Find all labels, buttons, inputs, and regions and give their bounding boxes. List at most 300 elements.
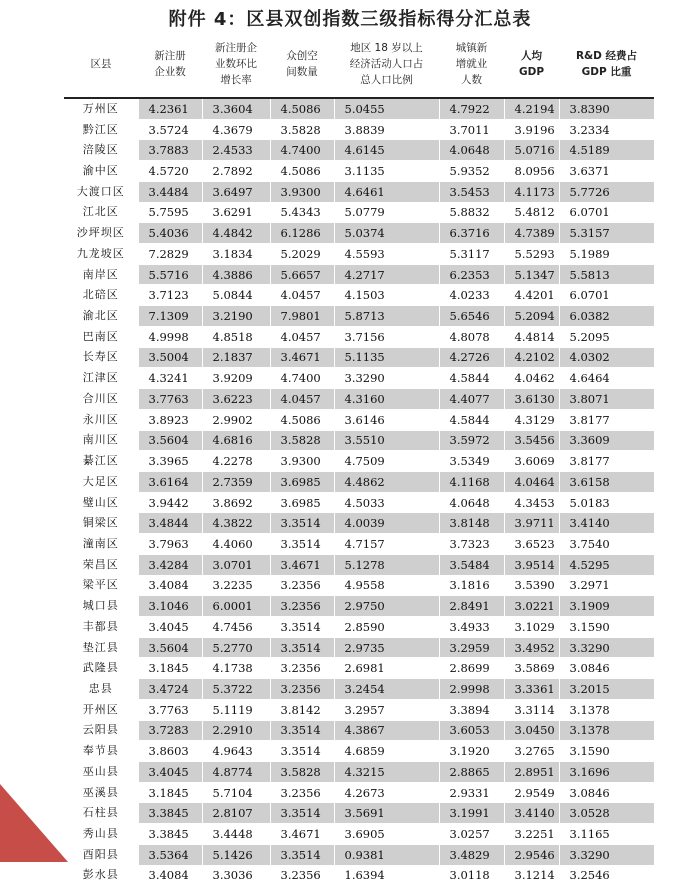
- table-row: [64, 430, 654, 451]
- table-row: [64, 181, 654, 202]
- cell-new-employment: 2.9331: [439, 782, 504, 803]
- cell-region: 开州区: [64, 699, 138, 720]
- table-row: [64, 616, 654, 637]
- cell-growth-rate: 5.0844: [202, 285, 270, 306]
- cell-new-enterprises: 7.1309: [138, 306, 202, 327]
- cell-rd-ratio: 3.1590: [559, 741, 654, 762]
- cell-population-ratio: 4.9558: [334, 575, 439, 596]
- cell-new-employment: 4.2726: [439, 347, 504, 368]
- cell-new-enterprises: 3.7763: [138, 389, 202, 410]
- cell-maker-spaces: 3.3514: [270, 720, 334, 741]
- cell-region: 合川区: [64, 389, 138, 410]
- cell-new-enterprises: 3.8603: [138, 741, 202, 762]
- table-row: [64, 409, 654, 430]
- cell-maker-spaces: 4.7400: [270, 368, 334, 389]
- cell-rd-ratio: 3.3290: [559, 637, 654, 658]
- cell-rd-ratio: 3.2546: [559, 865, 654, 886]
- cell-population-ratio: 1.6394: [334, 865, 439, 886]
- cell-population-ratio: 3.1135: [334, 161, 439, 182]
- header-region: 区县: [64, 31, 138, 98]
- cell-growth-rate: 4.3822: [202, 513, 270, 534]
- cell-rd-ratio: 4.6464: [559, 368, 654, 389]
- cell-maker-spaces: 7.9801: [270, 306, 334, 327]
- cell-region: 巫溪县: [64, 782, 138, 803]
- cell-growth-rate: 4.9643: [202, 741, 270, 762]
- cell-new-enterprises: 3.1845: [138, 782, 202, 803]
- cell-rd-ratio: 3.8177: [559, 409, 654, 430]
- cell-region: 荣昌区: [64, 554, 138, 575]
- cell-new-employment: 3.7323: [439, 534, 504, 555]
- cell-region: 江津区: [64, 368, 138, 389]
- cell-growth-rate: 2.9902: [202, 409, 270, 430]
- cell-new-employment: 3.6053: [439, 720, 504, 741]
- cell-maker-spaces: 3.5828: [270, 762, 334, 783]
- cell-new-enterprises: 3.8923: [138, 409, 202, 430]
- cell-population-ratio: 4.7157: [334, 534, 439, 555]
- cell-region: 涪陵区: [64, 140, 138, 161]
- cell-maker-spaces: 3.3514: [270, 616, 334, 637]
- cell-maker-spaces: 3.5828: [270, 119, 334, 140]
- cell-gdp-per-capita: 3.4952: [504, 637, 559, 658]
- cell-new-enterprises: 3.3845: [138, 824, 202, 845]
- cell-rd-ratio: 3.1378: [559, 699, 654, 720]
- cell-gdp-per-capita: 2.9546: [504, 844, 559, 865]
- table-row: [64, 865, 654, 886]
- cell-new-enterprises: 5.7595: [138, 202, 202, 223]
- cell-population-ratio: 4.2673: [334, 782, 439, 803]
- cell-region: 秀山县: [64, 824, 138, 845]
- cell-growth-rate: 3.2190: [202, 306, 270, 327]
- cell-maker-spaces: 3.8142: [270, 699, 334, 720]
- cell-new-enterprises: 4.3241: [138, 368, 202, 389]
- table-row: [64, 679, 654, 700]
- header-new-enterprises: 新注册 企业数: [138, 31, 202, 98]
- cell-growth-rate: 4.3886: [202, 264, 270, 285]
- cell-region: 南岸区: [64, 264, 138, 285]
- cell-new-enterprises: 3.1845: [138, 658, 202, 679]
- cell-population-ratio: 0.9381: [334, 844, 439, 865]
- cell-region: 綦江区: [64, 451, 138, 472]
- cell-region: 丰都县: [64, 616, 138, 637]
- cell-new-enterprises: 3.5004: [138, 347, 202, 368]
- table-row: [64, 803, 654, 824]
- cell-gdp-per-capita: 3.1214: [504, 865, 559, 886]
- cell-gdp-per-capita: 3.2251: [504, 824, 559, 845]
- cell-growth-rate: 4.6816: [202, 430, 270, 451]
- cell-population-ratio: 5.0374: [334, 223, 439, 244]
- cell-new-enterprises: 3.5724: [138, 119, 202, 140]
- cell-region: 忠县: [64, 679, 138, 700]
- cell-new-employment: 4.0648: [439, 140, 504, 161]
- cell-rd-ratio: 5.2095: [559, 326, 654, 347]
- cell-population-ratio: 2.8590: [334, 616, 439, 637]
- cell-rd-ratio: 3.4140: [559, 513, 654, 534]
- cell-new-employment: 2.8699: [439, 658, 504, 679]
- cell-population-ratio: 3.6905: [334, 824, 439, 845]
- cell-maker-spaces: 3.3514: [270, 741, 334, 762]
- table-row: [64, 285, 654, 306]
- cell-rd-ratio: 4.5189: [559, 140, 654, 161]
- cell-population-ratio: 3.5510: [334, 430, 439, 451]
- cell-maker-spaces: 3.4671: [270, 347, 334, 368]
- cell-new-employment: 4.5844: [439, 409, 504, 430]
- cell-new-employment: 3.0257: [439, 824, 504, 845]
- table-row: [64, 347, 654, 368]
- cell-new-employment: 2.8865: [439, 762, 504, 783]
- cell-region: 渝中区: [64, 161, 138, 182]
- table-row: [64, 637, 654, 658]
- cell-rd-ratio: 3.2334: [559, 119, 654, 140]
- cell-population-ratio: 3.3290: [334, 368, 439, 389]
- header-growth-rate: 新注册企 业数环比 增长率: [202, 31, 270, 98]
- cell-region: 垫江县: [64, 637, 138, 658]
- cell-gdp-per-capita: 5.2094: [504, 306, 559, 327]
- cell-region: 渝北区: [64, 306, 138, 327]
- cell-new-employment: 3.1920: [439, 741, 504, 762]
- cell-gdp-per-capita: 3.6130: [504, 389, 559, 410]
- cell-population-ratio: 3.2454: [334, 679, 439, 700]
- cell-gdp-per-capita: 3.1029: [504, 616, 559, 637]
- cell-maker-spaces: 4.5086: [270, 409, 334, 430]
- table-row: [64, 451, 654, 472]
- cell-region: 璧山区: [64, 492, 138, 513]
- cell-population-ratio: 5.8713: [334, 306, 439, 327]
- cell-rd-ratio: 3.2015: [559, 679, 654, 700]
- cell-region: 南川区: [64, 430, 138, 451]
- cell-gdp-per-capita: 3.5390: [504, 575, 559, 596]
- cell-rd-ratio: 3.1696: [559, 762, 654, 783]
- cell-region: 沙坪坝区: [64, 223, 138, 244]
- cell-gdp-per-capita: 3.6069: [504, 451, 559, 472]
- cell-maker-spaces: 3.2356: [270, 782, 334, 803]
- cell-maker-spaces: 6.1286: [270, 223, 334, 244]
- cell-new-employment: 4.4077: [439, 389, 504, 410]
- cell-new-employment: 4.0648: [439, 492, 504, 513]
- cell-maker-spaces: 3.4671: [270, 554, 334, 575]
- cell-growth-rate: 4.8518: [202, 326, 270, 347]
- cell-rd-ratio: 6.0382: [559, 306, 654, 327]
- cell-population-ratio: 4.3160: [334, 389, 439, 410]
- cell-population-ratio: 4.6145: [334, 140, 439, 161]
- cell-rd-ratio: 3.2971: [559, 575, 654, 596]
- header-population-ratio: 地区 18 岁以上 经济活动人口占 总人口比例: [334, 31, 439, 98]
- table-row: [64, 720, 654, 741]
- cell-maker-spaces: 3.2356: [270, 575, 334, 596]
- cell-new-enterprises: 3.4084: [138, 865, 202, 886]
- cell-new-employment: 2.9998: [439, 679, 504, 700]
- cell-population-ratio: 3.7156: [334, 326, 439, 347]
- cell-new-enterprises: 4.2361: [138, 98, 202, 119]
- table-body: [64, 98, 654, 886]
- cell-new-enterprises: 3.5604: [138, 637, 202, 658]
- table-row: [64, 119, 654, 140]
- cell-population-ratio: 4.4862: [334, 471, 439, 492]
- cell-maker-spaces: 3.9300: [270, 181, 334, 202]
- cell-maker-spaces: 3.2356: [270, 865, 334, 886]
- cell-region: 彭水县: [64, 865, 138, 886]
- cell-region: 长寿区: [64, 347, 138, 368]
- cell-new-employment: 3.1991: [439, 803, 504, 824]
- cell-gdp-per-capita: 3.3114: [504, 699, 559, 720]
- corner-decoration: [0, 784, 68, 862]
- cell-rd-ratio: 4.5295: [559, 554, 654, 575]
- score-table: [64, 31, 654, 886]
- cell-gdp-per-capita: 4.3129: [504, 409, 559, 430]
- header-maker-spaces: 众创空 间数量: [270, 31, 334, 98]
- cell-region: 九龙坡区: [64, 244, 138, 265]
- cell-population-ratio: 3.5691: [334, 803, 439, 824]
- cell-new-enterprises: 5.5716: [138, 264, 202, 285]
- table-row: [64, 471, 654, 492]
- cell-rd-ratio: 3.1165: [559, 824, 654, 845]
- cell-new-employment: 5.3117: [439, 244, 504, 265]
- cell-maker-spaces: 3.3514: [270, 534, 334, 555]
- cell-gdp-per-capita: 2.8951: [504, 762, 559, 783]
- cell-growth-rate: 5.2770: [202, 637, 270, 658]
- cell-population-ratio: 4.3867: [334, 720, 439, 741]
- cell-new-enterprises: 3.7123: [138, 285, 202, 306]
- cell-growth-rate: 3.3604: [202, 98, 270, 119]
- header-new-employment: 城镇新 增就业 人数: [439, 31, 504, 98]
- cell-new-enterprises: 3.4084: [138, 575, 202, 596]
- cell-growth-rate: 6.0001: [202, 596, 270, 617]
- cell-maker-spaces: 3.5828: [270, 430, 334, 451]
- cell-gdp-per-capita: 5.5293: [504, 244, 559, 265]
- cell-population-ratio: 2.9750: [334, 596, 439, 617]
- cell-growth-rate: 4.1738: [202, 658, 270, 679]
- cell-rd-ratio: 3.1590: [559, 616, 654, 637]
- cell-rd-ratio: 3.3290: [559, 844, 654, 865]
- cell-new-enterprises: 3.1046: [138, 596, 202, 617]
- cell-new-employment: 3.7011: [439, 119, 504, 140]
- cell-gdp-per-capita: 3.3361: [504, 679, 559, 700]
- cell-new-enterprises: 4.5720: [138, 161, 202, 182]
- cell-gdp-per-capita: 2.9549: [504, 782, 559, 803]
- cell-rd-ratio: 5.1989: [559, 244, 654, 265]
- cell-population-ratio: 5.1135: [334, 347, 439, 368]
- cell-growth-rate: 2.1837: [202, 347, 270, 368]
- cell-new-enterprises: 3.5364: [138, 844, 202, 865]
- cell-new-enterprises: 3.7283: [138, 720, 202, 741]
- cell-region: 巫山县: [64, 762, 138, 783]
- cell-growth-rate: 5.1426: [202, 844, 270, 865]
- cell-maker-spaces: 3.3514: [270, 513, 334, 534]
- table-row: [64, 554, 654, 575]
- cell-growth-rate: 5.7104: [202, 782, 270, 803]
- table-row: [64, 699, 654, 720]
- cell-rd-ratio: 3.0528: [559, 803, 654, 824]
- cell-growth-rate: 3.6497: [202, 181, 270, 202]
- cell-rd-ratio: 3.3609: [559, 430, 654, 451]
- cell-rd-ratio: 3.8390: [559, 98, 654, 119]
- cell-growth-rate: 4.3679: [202, 119, 270, 140]
- cell-region: 巴南区: [64, 326, 138, 347]
- cell-gdp-per-capita: 3.0221: [504, 596, 559, 617]
- cell-population-ratio: 4.5593: [334, 244, 439, 265]
- cell-new-enterprises: 3.6164: [138, 471, 202, 492]
- cell-new-enterprises: 3.5604: [138, 430, 202, 451]
- cell-population-ratio: 4.7509: [334, 451, 439, 472]
- cell-new-employment: 4.7922: [439, 98, 504, 119]
- cell-new-employment: 3.5453: [439, 181, 504, 202]
- cell-rd-ratio: 3.8071: [559, 389, 654, 410]
- table-row: [64, 824, 654, 845]
- cell-gdp-per-capita: 4.7389: [504, 223, 559, 244]
- cell-maker-spaces: 4.0457: [270, 389, 334, 410]
- cell-rd-ratio: 5.3157: [559, 223, 654, 244]
- cell-maker-spaces: 3.6985: [270, 471, 334, 492]
- cell-growth-rate: 5.3722: [202, 679, 270, 700]
- cell-region: 北碚区: [64, 285, 138, 306]
- cell-growth-rate: 3.4448: [202, 824, 270, 845]
- cell-growth-rate: 3.6223: [202, 389, 270, 410]
- cell-region: 黔江区: [64, 119, 138, 140]
- cell-region: 武隆县: [64, 658, 138, 679]
- cell-region: 江北区: [64, 202, 138, 223]
- cell-gdp-per-capita: 3.9514: [504, 554, 559, 575]
- cell-maker-spaces: 5.2029: [270, 244, 334, 265]
- table-row: [64, 264, 654, 285]
- cell-region: 潼南区: [64, 534, 138, 555]
- table-row: [64, 534, 654, 555]
- header-row: [64, 31, 654, 98]
- cell-rd-ratio: 3.1909: [559, 596, 654, 617]
- cell-growth-rate: 4.7456: [202, 616, 270, 637]
- cell-region: 城口县: [64, 596, 138, 617]
- cell-new-employment: 4.0233: [439, 285, 504, 306]
- cell-new-employment: 3.0118: [439, 865, 504, 886]
- cell-new-employment: 5.9352: [439, 161, 504, 182]
- cell-gdp-per-capita: 3.2765: [504, 741, 559, 762]
- cell-maker-spaces: 3.3514: [270, 637, 334, 658]
- cell-gdp-per-capita: 5.0716: [504, 140, 559, 161]
- table-row: [64, 741, 654, 762]
- cell-growth-rate: 3.6291: [202, 202, 270, 223]
- cell-rd-ratio: 6.0701: [559, 285, 654, 306]
- cell-region: 大足区: [64, 471, 138, 492]
- cell-maker-spaces: 3.6985: [270, 492, 334, 513]
- table-row: [64, 368, 654, 389]
- cell-rd-ratio: 3.6371: [559, 161, 654, 182]
- cell-growth-rate: 2.4533: [202, 140, 270, 161]
- cell-population-ratio: 4.2717: [334, 264, 439, 285]
- cell-gdp-per-capita: 4.1173: [504, 181, 559, 202]
- cell-growth-rate: 3.2235: [202, 575, 270, 596]
- cell-gdp-per-capita: 4.4201: [504, 285, 559, 306]
- cell-new-enterprises: 3.3845: [138, 803, 202, 824]
- cell-rd-ratio: 3.0846: [559, 782, 654, 803]
- cell-gdp-per-capita: 3.9196: [504, 119, 559, 140]
- cell-new-employment: 2.8491: [439, 596, 504, 617]
- cell-population-ratio: 3.6146: [334, 409, 439, 430]
- cell-gdp-per-capita: 3.9711: [504, 513, 559, 534]
- cell-gdp-per-capita: 3.5456: [504, 430, 559, 451]
- cell-new-employment: 3.5349: [439, 451, 504, 472]
- cell-growth-rate: 4.2278: [202, 451, 270, 472]
- cell-maker-spaces: 4.0457: [270, 326, 334, 347]
- cell-growth-rate: 4.8774: [202, 762, 270, 783]
- table-row: [64, 202, 654, 223]
- cell-gdp-per-capita: 5.1347: [504, 264, 559, 285]
- cell-gdp-per-capita: 4.0464: [504, 471, 559, 492]
- table-row: [64, 492, 654, 513]
- cell-new-enterprises: 3.4045: [138, 616, 202, 637]
- page-title: 附件 4：区县双创指数三级指标得分汇总表: [168, 9, 532, 30]
- cell-population-ratio: 5.0779: [334, 202, 439, 223]
- cell-new-employment: 3.8148: [439, 513, 504, 534]
- cell-rd-ratio: 6.0701: [559, 202, 654, 223]
- cell-new-enterprises: 3.3965: [138, 451, 202, 472]
- cell-new-enterprises: 7.2829: [138, 244, 202, 265]
- cell-region: 永川区: [64, 409, 138, 430]
- cell-rd-ratio: 5.5813: [559, 264, 654, 285]
- table-row: [64, 513, 654, 534]
- cell-new-employment: 5.6546: [439, 306, 504, 327]
- cell-maker-spaces: 4.5086: [270, 161, 334, 182]
- cell-new-enterprises: 3.4844: [138, 513, 202, 534]
- cell-maker-spaces: 3.9300: [270, 451, 334, 472]
- cell-gdp-per-capita: 3.5869: [504, 658, 559, 679]
- cell-new-employment: 6.2353: [439, 264, 504, 285]
- cell-new-employment: 4.5844: [439, 368, 504, 389]
- cell-new-employment: 4.8078: [439, 326, 504, 347]
- cell-gdp-per-capita: 4.0462: [504, 368, 559, 389]
- cell-new-employment: 3.5972: [439, 430, 504, 451]
- cell-new-employment: 4.1168: [439, 471, 504, 492]
- cell-region: 大渡口区: [64, 181, 138, 202]
- table-row: [64, 782, 654, 803]
- cell-gdp-per-capita: 4.3453: [504, 492, 559, 513]
- cell-new-enterprises: 3.4724: [138, 679, 202, 700]
- table-row: [64, 658, 654, 679]
- cell-region: 梁平区: [64, 575, 138, 596]
- table-row: [64, 98, 654, 119]
- cell-growth-rate: 2.7359: [202, 471, 270, 492]
- cell-growth-rate: 3.3036: [202, 865, 270, 886]
- cell-region: 云阳县: [64, 720, 138, 741]
- cell-new-employment: 3.5484: [439, 554, 504, 575]
- cell-growth-rate: 4.4060: [202, 534, 270, 555]
- cell-new-enterprises: 3.4284: [138, 554, 202, 575]
- cell-growth-rate: 2.2910: [202, 720, 270, 741]
- table-row: [64, 762, 654, 783]
- table-row: [64, 140, 654, 161]
- cell-growth-rate: 3.0701: [202, 554, 270, 575]
- cell-new-enterprises: 3.4484: [138, 181, 202, 202]
- cell-new-enterprises: 4.9998: [138, 326, 202, 347]
- cell-population-ratio: 5.0455: [334, 98, 439, 119]
- cell-gdp-per-capita: 4.4814: [504, 326, 559, 347]
- cell-population-ratio: 2.6981: [334, 658, 439, 679]
- cell-gdp-per-capita: 8.0956: [504, 161, 559, 182]
- table-row: [64, 575, 654, 596]
- cell-rd-ratio: 3.1378: [559, 720, 654, 741]
- header-gdp-per-capita: 人均 GDP: [504, 31, 559, 98]
- cell-new-enterprises: 5.4036: [138, 223, 202, 244]
- cell-region: 石柱县: [64, 803, 138, 824]
- header-rd-ratio: R&D 经费占 GDP 比重: [559, 31, 654, 98]
- cell-gdp-per-capita: 5.4812: [504, 202, 559, 223]
- cell-gdp-per-capita: 4.2194: [504, 98, 559, 119]
- cell-population-ratio: 3.2957: [334, 699, 439, 720]
- cell-maker-spaces: 4.7400: [270, 140, 334, 161]
- cell-maker-spaces: 3.2356: [270, 658, 334, 679]
- cell-maker-spaces: 3.2356: [270, 679, 334, 700]
- cell-new-employment: 6.3716: [439, 223, 504, 244]
- cell-new-enterprises: 3.4045: [138, 762, 202, 783]
- cell-rd-ratio: 4.0302: [559, 347, 654, 368]
- table-row: [64, 161, 654, 182]
